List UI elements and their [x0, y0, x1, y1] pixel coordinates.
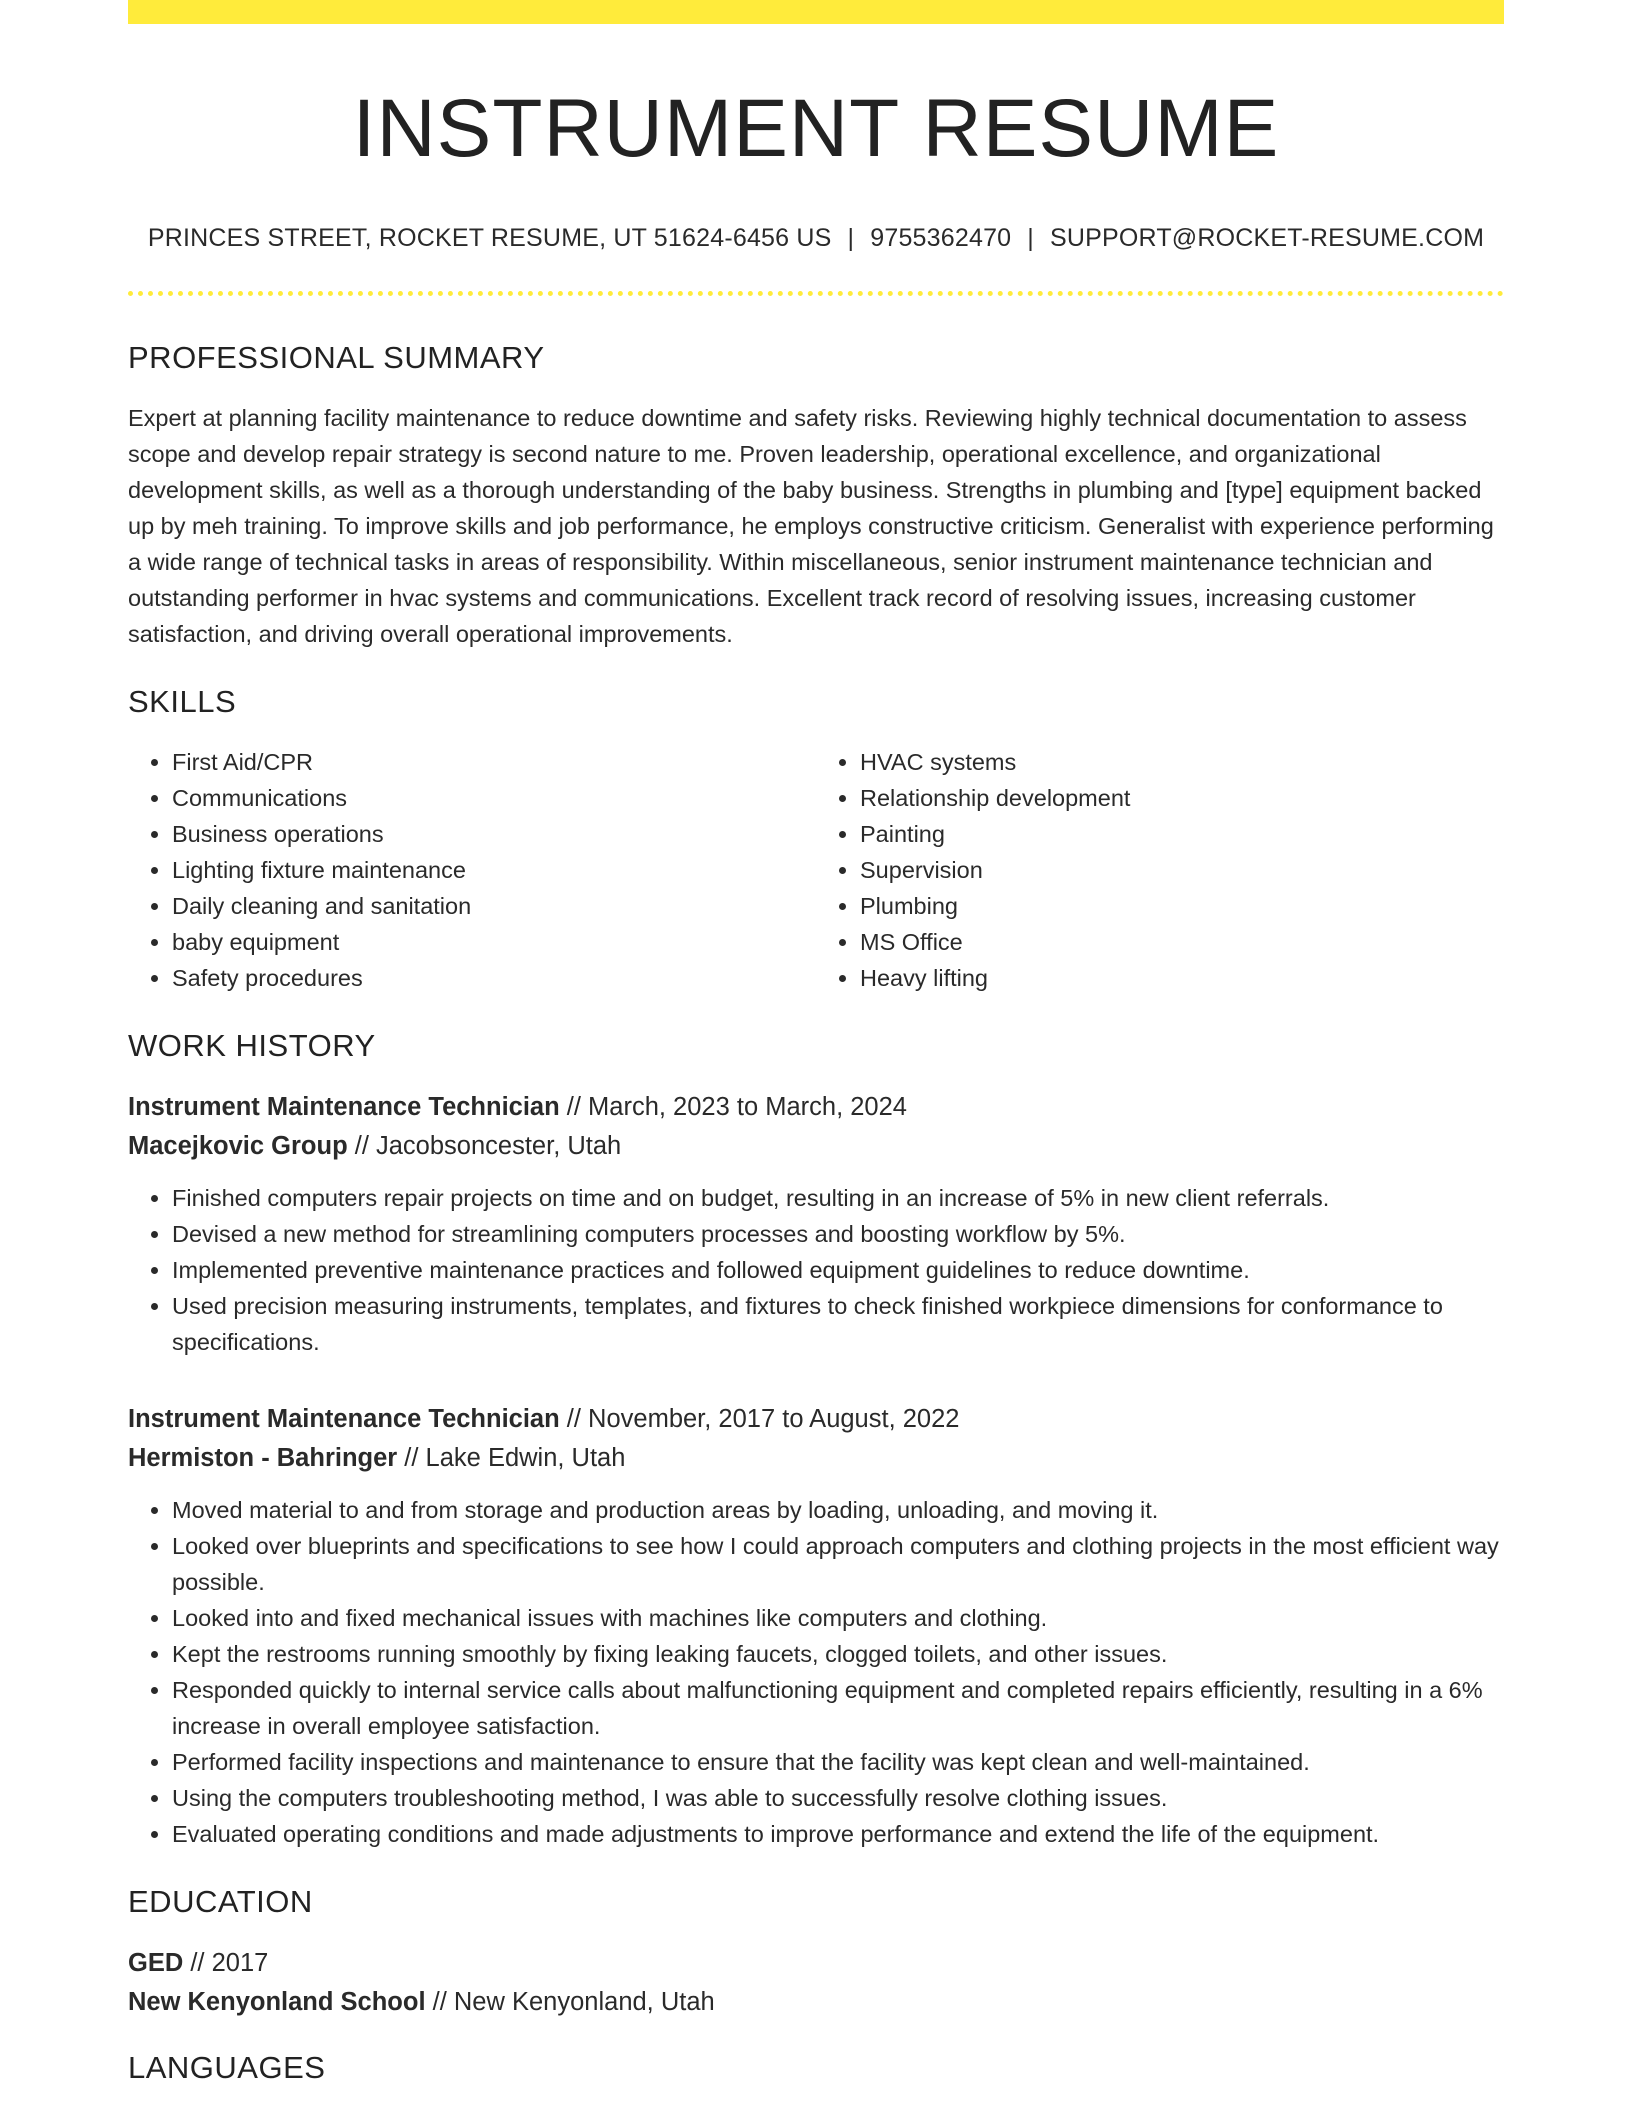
job-company: Hermiston - Bahringer — [128, 1444, 398, 1473]
job-bullet: • Responded quickly to internal service calls about malfunctioning equipment and completed repairs efficiently, resulting in a 6% increase in overall employee satisfaction. — [172, 1672, 1504, 1744]
job-bullets — [128, 1180, 1504, 1360]
skill-item: • Painting — [860, 816, 1504, 852]
job-role: Instrument Maintenance Technician — [128, 1405, 560, 1434]
skills-list — [128, 744, 1504, 996]
contact-phone: 9755362470 — [870, 224, 1012, 253]
skill-item: • Lighting fixture maintenance — [172, 852, 816, 888]
skill-item: • Supervision — [860, 852, 1504, 888]
skill-item: • HVAC systems — [860, 744, 1504, 780]
education-year: // 2017 — [183, 1949, 269, 1978]
skills-heading: SKILLS — [128, 684, 237, 720]
job-entry — [128, 1088, 1504, 1360]
job-company: Macejkovic Group — [128, 1132, 348, 1161]
skill-item: • baby equipment — [172, 924, 816, 960]
job-bullet: • Using the computers troubleshooting method, I was able to successfully resolve clothing issues. — [172, 1780, 1504, 1816]
job-bullet: • Evaluated operating conditions and made adjustments to improve performance and extend the life of the equipment. — [172, 1816, 1504, 1852]
job-bullet: • Implemented preventive maintenance practices and followed equipment guidelines to reduce downtime. — [172, 1252, 1504, 1288]
job-company-line — [128, 1439, 1504, 1478]
top-accent-bar — [128, 0, 1504, 24]
job-entry — [128, 1400, 1504, 1852]
job-bullets — [128, 1492, 1504, 1852]
skill-item: • Relationship development — [860, 780, 1504, 816]
skill-item: • First Aid/CPR — [172, 744, 816, 780]
job-bullet: • Moved material to and from storage and production areas by loading, unloading, and moving it. — [172, 1492, 1504, 1528]
job-title-line — [128, 1088, 1504, 1127]
job-bullet: • Devised a new method for streamlining computers processes and boosting workflow by 5%. — [172, 1216, 1504, 1252]
summary-heading: PROFESSIONAL SUMMARY — [128, 340, 545, 376]
job-bullet: • Finished computers repair projects on time and on budget, resulting in an increase of 5% in new client referrals. — [172, 1180, 1504, 1216]
summary-text: Expert at planning facility maintenance to reduce downtime and safety risks. Reviewing highly technical documentation to assess scope and develop repair strategy is second nature to me. Proven leadership, operational excellence, and organizational development skills, as well as a thorough understanding of the baby business. Strengths in plumbing and [type] equipment backed up by meh training. To improve skills and job performance, he employs constructive criticism. Generalist with experience performing a wide range of technical tasks in areas of responsibility. Within miscellaneous, senior instrument maintenance technician and outstanding performer in hvac systems and communications. Excellent track record of resolving issues, increasing customer satisfaction, and driving overall operational improvements. — [128, 405, 1494, 648]
job-bullet: • Looked over blueprints and specifications to see how I could approach computers and clothing projects in the most efficient way possible. — [172, 1528, 1504, 1600]
skill-item: • Safety procedures — [172, 960, 816, 996]
education-degree: GED — [128, 1949, 184, 1978]
skills-column-left — [128, 744, 816, 996]
job-role: Instrument Maintenance Technician — [128, 1093, 560, 1122]
job-title-line — [128, 1400, 1504, 1439]
education-school: New Kenyonland School — [128, 1988, 426, 2017]
job-dates: // March, 2023 to March, 2024 — [559, 1093, 907, 1122]
skill-item: • Heavy lifting — [860, 960, 1504, 996]
languages-heading: LANGUAGES — [128, 2050, 326, 2086]
skill-item: • Communications — [172, 780, 816, 816]
contact-address: PRINCES STREET, ROCKET RESUME, UT 51624-6456 US — [147, 224, 832, 253]
work-history-heading: WORK HISTORY — [128, 1028, 376, 1064]
education-entry — [128, 1944, 1504, 2022]
contact-separator: | — [1027, 224, 1034, 253]
skill-item: • MS Office — [860, 924, 1504, 960]
contact-line — [128, 224, 1504, 253]
resume-name: INSTRUMENT RESUME — [352, 83, 1280, 174]
skill-item: • Plumbing — [860, 888, 1504, 924]
job-bullet: • Kept the restrooms running smoothly by fixing leaking faucets, clogged toilets, and other issues. — [172, 1636, 1504, 1672]
contact-separator: | — [847, 224, 855, 253]
job-bullet: • Used precision measuring instruments, templates, and fixtures to check finished workpiece dimensions for conformance to specifications. — [172, 1288, 1504, 1360]
education-school-line — [128, 1983, 1504, 2022]
education-heading: EDUCATION — [128, 1884, 313, 1920]
job-bullet: • Looked into and fixed mechanical issues with machines like computers and clothing. — [172, 1600, 1504, 1636]
dotted-divider — [128, 291, 1504, 296]
job-bullet: • Performed facility inspections and maintenance to ensure that the facility was kept clean and well-maintained. — [172, 1744, 1504, 1780]
job-location: // Jacobsoncester, Utah — [347, 1132, 622, 1161]
job-company-line — [128, 1127, 1504, 1166]
job-dates: // November, 2017 to August, 2022 — [559, 1405, 960, 1434]
resume-page — [128, 0, 1504, 2086]
education-location: // New Kenyonland, Utah — [425, 1988, 715, 2017]
skills-column-right — [816, 744, 1504, 996]
education-degree-line — [128, 1944, 1504, 1983]
skill-item: • Daily cleaning and sanitation — [172, 888, 816, 924]
skill-item: • Business operations — [172, 816, 816, 852]
contact-email: SUPPORT@ROCKET-RESUME.COM — [1050, 224, 1485, 253]
job-location: // Lake Edwin, Utah — [397, 1444, 626, 1473]
